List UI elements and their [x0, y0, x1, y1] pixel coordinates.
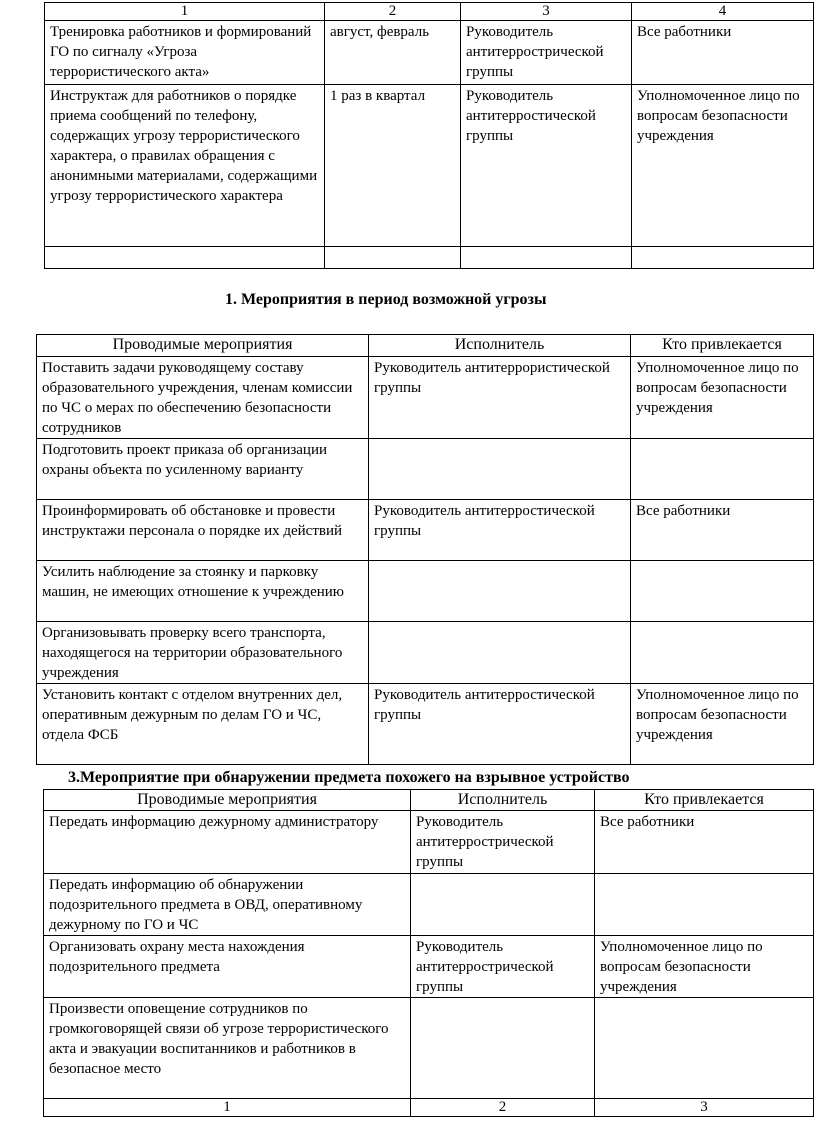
table-cell: Передать информацию дежурному администратору	[44, 811, 411, 874]
table-cell	[631, 561, 814, 622]
table-row	[45, 247, 814, 269]
table-cell: Руководитель антитеррористической группы	[369, 357, 631, 439]
table-row	[44, 874, 814, 936]
table-cell: Организовать охрану места нахождения подозрительного предмета	[44, 936, 411, 998]
table-cell	[411, 874, 595, 936]
table-cell: Все работники	[595, 811, 814, 874]
column-number-row	[45, 3, 814, 21]
column-number: 4	[632, 3, 814, 21]
table-cell: Инструктаж для работников о порядке приема сообщений по телефону, содержащих угрозу террористического характера, о правилах обращения с анонимными материалами, содержащими угрозу террористического характера	[45, 85, 325, 247]
column-number: 3	[595, 1099, 814, 1117]
table-cell: Организовывать проверку всего транспорта, находящегося на территории образовательного учреждения	[37, 622, 369, 684]
table-cell: Все работники	[631, 500, 814, 561]
column-number: 1	[44, 1099, 411, 1117]
table-row	[37, 622, 814, 684]
table-cell	[369, 439, 631, 500]
table-cell: Произвести оповещение сотрудников по громкоговорящей связи об угрозе террористического акта и эвакуации воспитанников и работников в безопасное место	[44, 998, 411, 1099]
table-row	[45, 21, 814, 85]
table-cell	[631, 622, 814, 684]
column-number-row	[44, 1099, 814, 1117]
table-cell: август, февраль	[325, 21, 461, 85]
threat-measures-table	[36, 334, 814, 765]
table-cell: Уполномоченное лицо по вопросам безопасности учреждения	[632, 85, 814, 247]
table-cell: Тренировка работников и формирований ГО по сигналу «Угроза террористического акта»	[45, 21, 325, 85]
table-cell: Руководитель антитеррострической группы	[461, 21, 632, 85]
table-row	[45, 85, 814, 247]
table-row	[37, 439, 814, 500]
table-cell: 1 раз в квартал	[325, 85, 461, 247]
table-header-row	[37, 335, 814, 357]
table-continuation	[44, 2, 814, 269]
table-cell: Усилить наблюдение за стоянку и парковку машин, не имеющих отношение к учреждению	[37, 561, 369, 622]
column-header: Проводимые мероприятия	[37, 335, 369, 357]
table-cell: Подготовить проект приказа об организации охраны объекта по усиленному варианту	[37, 439, 369, 500]
table-cell: Уполномоченное лицо по вопросам безопасности учреждения	[631, 357, 814, 439]
table-cell: Проинформировать об обстановке и провести инструктажи персонала о порядке их действий	[37, 500, 369, 561]
section-heading: 1. Мероприятия в период возможной угрозы	[225, 291, 547, 308]
table-row	[37, 357, 814, 439]
column-number: 2	[325, 3, 461, 21]
table-cell	[411, 998, 595, 1099]
table-cell: Руководитель антитерростической группы	[461, 85, 632, 247]
column-number: 1	[45, 3, 325, 21]
table-cell	[45, 247, 325, 269]
table-cell	[595, 874, 814, 936]
table-cell	[595, 998, 814, 1099]
table-cell: Поставить задачи руководящему составу образовательного учреждения, членам комиссии по ЧС о мерах по обеспечению безопасности сотрудников	[37, 357, 369, 439]
column-number: 3	[461, 3, 632, 21]
section-heading: 3.Мероприятие при обнаружении предмета похожего на взрывное устройство	[68, 769, 630, 786]
table-cell	[369, 622, 631, 684]
table-cell: Руководитель антитеррострической группы	[411, 811, 595, 874]
table-cell: Установить контакт с отделом внутренних дел, оперативным дежурным по делам ГО и ЧС, отдела ФСБ	[37, 684, 369, 765]
table-cell: Передать информацию об обнаружении подозрительного предмета в ОВД, оперативному дежурному по ГО и ЧС	[44, 874, 411, 936]
table-cell: Руководитель антитерростической группы	[369, 684, 631, 765]
explosive-device-table	[43, 789, 814, 1117]
table-row	[37, 684, 814, 765]
table-cell	[369, 561, 631, 622]
column-header: Исполнитель	[411, 790, 595, 811]
table-cell	[631, 439, 814, 500]
table-row	[37, 500, 814, 561]
table-cell: Уполномоченное лицо по вопросам безопасности учреждения	[631, 684, 814, 765]
column-header: Проводимые мероприятия	[44, 790, 411, 811]
table-cell	[632, 247, 814, 269]
table-cell	[461, 247, 632, 269]
table-cell: Уполномоченное лицо по вопросам безопасности учреждения	[595, 936, 814, 998]
column-number: 2	[411, 1099, 595, 1117]
table-header-row	[44, 790, 814, 811]
column-header: Кто привлекается	[631, 335, 814, 357]
column-header: Кто привлекается	[595, 790, 814, 811]
table-cell: Руководитель антитерростической группы	[369, 500, 631, 561]
table-cell: Руководитель антитеррострической группы	[411, 936, 595, 998]
table-row	[44, 811, 814, 874]
table-cell	[325, 247, 461, 269]
table-row	[37, 561, 814, 622]
column-header: Исполнитель	[369, 335, 631, 357]
table-row	[44, 936, 814, 998]
table-cell: Все работники	[632, 21, 814, 85]
table-row	[44, 998, 814, 1099]
